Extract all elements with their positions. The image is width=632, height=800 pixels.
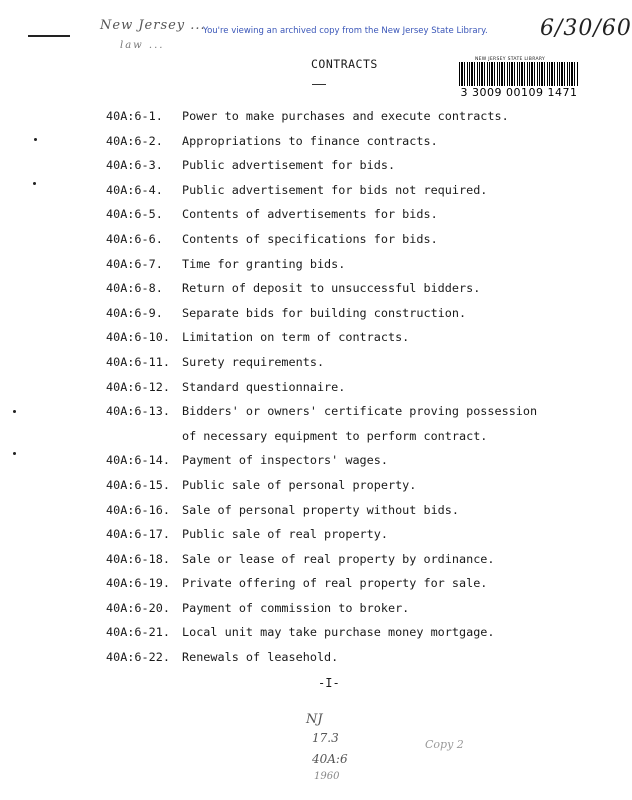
section-row	[106, 473, 576, 498]
section-title: Public advertisement for bids not required.	[182, 182, 488, 197]
section-title: Bidders' or owners' certificate proving possession	[182, 404, 538, 419]
section-row	[106, 399, 576, 424]
section-row	[106, 448, 576, 473]
section-number: 40A:6-12.	[106, 379, 170, 394]
section-row	[106, 301, 576, 326]
section-title: Surety requirements.	[182, 354, 325, 369]
section-title: Public sale of real property.	[182, 527, 388, 542]
section-title: Renewals of leasehold.	[182, 650, 339, 665]
call-number-line-2: 17.3	[312, 731, 339, 745]
section-title: Contents of specifications for bids.	[182, 231, 438, 246]
section-title: of necessary equipment to perform contract.	[182, 428, 488, 443]
section-number: 40A:6-18.	[106, 551, 170, 566]
section-number: 40A:6-22.	[106, 650, 170, 665]
section-number: 40A:6-2.	[106, 133, 163, 148]
margin-dash	[28, 35, 70, 37]
section-title: Return of deposit to unsuccessful bidders.	[182, 281, 481, 296]
section-row	[106, 252, 576, 277]
copy-note: Copy 2	[425, 738, 464, 751]
section-number: 40A:6-6.	[106, 231, 163, 246]
section-number: 40A:6-17.	[106, 527, 170, 542]
section-title: Time for granting bids.	[182, 256, 346, 271]
section-number: 40A:6-8.	[106, 281, 163, 296]
section-number: 40A:6-19.	[106, 576, 170, 591]
call-number-line-3: 40A:6	[312, 752, 348, 766]
section-number: 40A:6-15.	[106, 477, 170, 492]
section-number: 40A:6-4.	[106, 182, 163, 197]
section-title: Appropriations to finance contracts.	[182, 133, 438, 148]
section-row	[106, 547, 576, 572]
section-row	[106, 522, 576, 547]
section-row	[106, 620, 576, 645]
handwritten-note-2: law ...	[120, 40, 165, 51]
section-row	[106, 645, 576, 670]
margin-mark	[13, 410, 16, 413]
section-row	[106, 325, 576, 350]
section-number: 40A:6-20.	[106, 600, 170, 615]
section-row	[106, 276, 576, 301]
section-number: 40A:6-13.	[106, 404, 170, 419]
section-title: Separate bids for building construction.	[182, 305, 467, 320]
section-number: 40A:6-5.	[106, 207, 163, 222]
section-row	[106, 227, 576, 252]
section-title: Contents of advertisements for bids.	[182, 207, 438, 222]
section-number: 40A:6-11.	[106, 354, 170, 369]
section-title: Sale of personal property without bids.	[182, 502, 459, 517]
section-row	[106, 375, 576, 400]
section-title: Local unit may take purchase money mortgage.	[182, 625, 495, 640]
section-row	[106, 104, 576, 129]
page-number: -I-	[318, 676, 340, 690]
handwritten-date: 6/30/60	[540, 16, 632, 41]
section-number: 40A:6-14.	[106, 453, 170, 468]
section-number: 40A:6-1.	[106, 109, 163, 123]
call-number-line-1: NJ	[306, 712, 323, 727]
section-row	[106, 202, 576, 227]
section-title: Standard questionnaire.	[182, 379, 346, 394]
section-title: Payment of inspectors' wages.	[182, 453, 388, 468]
margin-mark	[34, 138, 37, 141]
barcode-number: 3 3009 00109 1471	[460, 86, 578, 99]
title-underline	[312, 84, 326, 85]
handwritten-note: New Jersey ...	[100, 18, 206, 33]
section-row	[106, 571, 576, 596]
section-list	[106, 104, 576, 670]
section-row	[106, 350, 576, 375]
section-title: Private offering of real property for sale.	[182, 576, 488, 591]
library-barcode	[459, 57, 579, 97]
section-number: 40A:6-16.	[106, 502, 170, 517]
section-title: Limitation on term of contracts.	[182, 330, 410, 345]
section-number: 40A:6-7.	[106, 256, 163, 271]
section-row	[106, 498, 576, 523]
barcode-label: NEW JERSEY STATE LIBRARY	[475, 57, 546, 62]
section-title: Sale or lease of real property by ordinance.	[182, 551, 495, 566]
section-row	[106, 178, 576, 203]
margin-mark	[33, 182, 36, 185]
section-title: Public advertisement for bids.	[182, 158, 396, 173]
section-row	[106, 596, 576, 621]
archive-notice: You're viewing an archived copy from the New Jersey State Library.	[203, 26, 488, 36]
section-number: 40A:6-9.	[106, 305, 163, 320]
call-number-line-4: 1960	[314, 771, 340, 782]
section-title: Payment of commission to broker.	[182, 600, 410, 615]
section-row	[106, 153, 576, 178]
section-row	[106, 129, 576, 154]
section-title: Power to make purchases and execute contracts.	[182, 109, 509, 123]
section-number: 40A:6-10.	[106, 330, 170, 345]
margin-mark	[13, 452, 16, 455]
page-title: CONTRACTS	[311, 57, 378, 71]
section-number: 40A:6-21.	[106, 625, 170, 640]
section-title: Public sale of personal property.	[182, 477, 417, 492]
section-number: 40A:6-3.	[106, 158, 163, 173]
barcode-icon	[459, 62, 579, 86]
section-row	[106, 424, 576, 449]
